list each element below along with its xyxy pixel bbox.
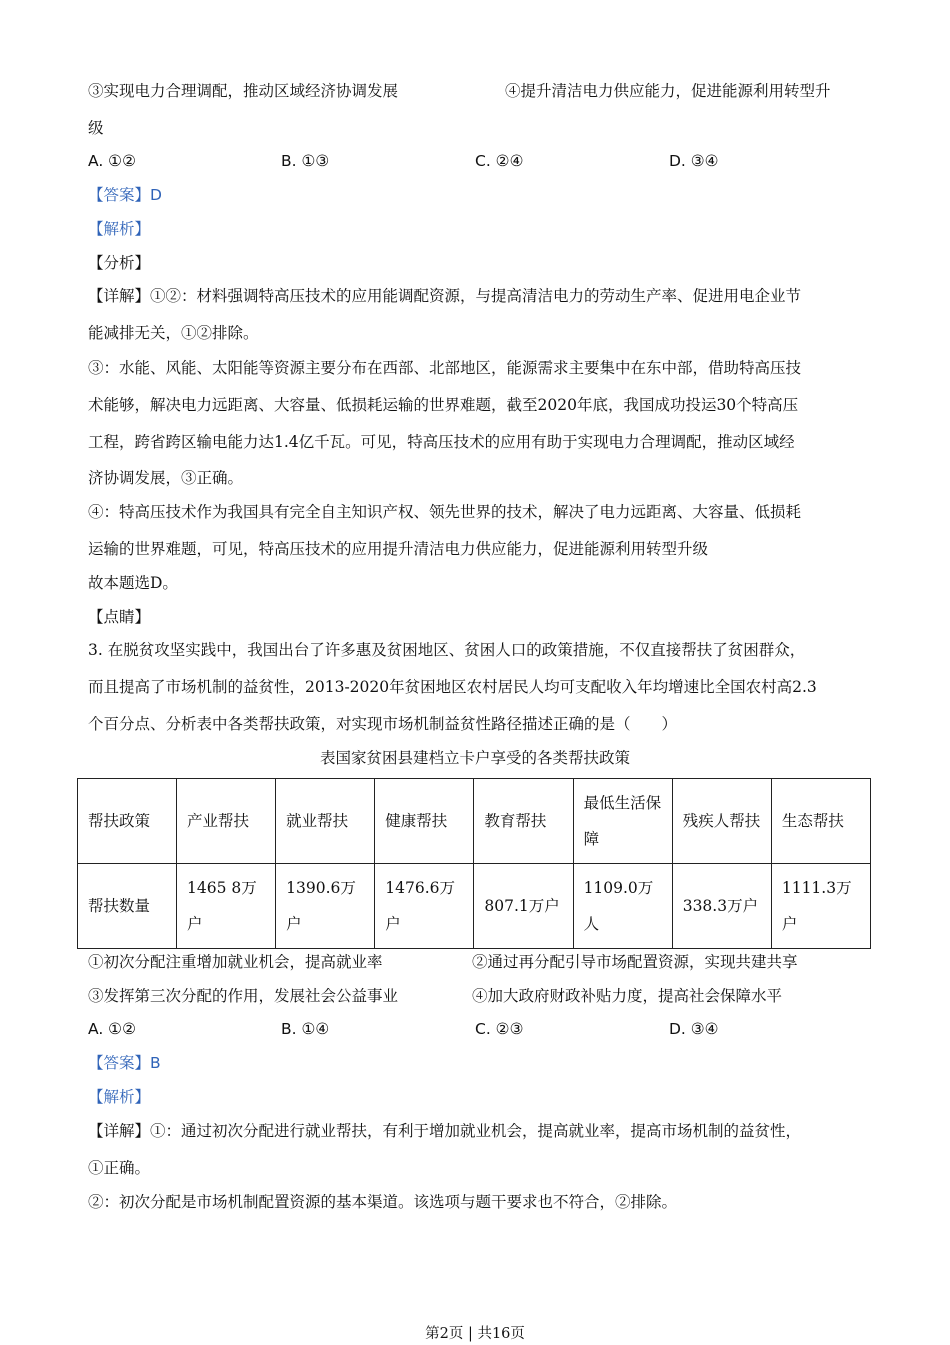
q2-choice-b: B. ①③ [281,152,330,170]
table-header-cell: 健康帮扶 [375,779,474,864]
table-row [78,864,871,949]
q3-choice-b: B. ①④ [281,1020,330,1038]
table-cell: 1109.0万人 [573,864,672,949]
q2-detail-2-cont-3: 济协调发展，③正确。 [88,469,244,487]
q2-option-3: ③实现电力合理调配，推动区域经济协调发展 [88,82,399,100]
q2-detail-1-cont: 能减排无关，①②排除。 [88,324,259,342]
q3-option-3: ③发挥第三次分配的作用，发展社会公益事业 [88,987,399,1005]
table-cell: 1111.3万户 [771,864,870,949]
table-header-cell: 教育帮扶 [474,779,573,864]
table-header-cell: 帮扶政策 [78,779,177,864]
q2-detail-2-cont-1: 术能够，解决电力远距离、大容量、低损耗运输的世界难题，截至2020年底，我国成功投运30个特高压 [88,396,799,414]
q3-analysis-label: 【解析】 [88,1088,151,1106]
table-cell: 1465 8万户 [177,864,276,949]
q3-option-2: ②通过再分配引导市场配置资源，实现共建共享 [472,953,798,971]
table-header-cell: 产业帮扶 [177,779,276,864]
q2-analysis-label: 【解析】 [88,220,151,238]
q2-answer: 【答案】D [88,186,162,204]
q2-dianjing-label: 【点睛】 [88,608,151,626]
q3-detail-2: ②：初次分配是市场机制配置资源的基本渠道。该选项与题干要求也不符合，②排除。 [88,1193,678,1211]
table-cell: 1476.6万户 [375,864,474,949]
q2-detail-1: 【详解】①②：材料强调特高压技术的应用能调配资源，与提高清洁电力的劳动生产率、促进用电企业节 [88,287,802,305]
table-header-cell: 最低生活保障 [573,779,672,864]
table-title: 表国家贫困县建档立卡户享受的各类帮扶政策 [319,749,630,767]
q3-choice-a: A. ①② [88,1020,136,1038]
q2-detail-2-cont-2: 工程，跨省跨区输电能力达1.4亿千瓦。可见，特高压技术的应用有助于实现电力合理调配，推动区域经 [88,433,795,451]
q2-option-4: ④提升清洁电力供应能力，促进能源利用转型升 [505,82,831,100]
q2-choice-a: A. ①② [88,152,136,170]
q3-stem: 3. 在脱贫攻坚实践中，我国出台了许多惠及贫困地区、贫困人口的政策措施，不仅直接帮扶了贫困群众， [88,641,806,659]
q3-choice-c: C. ②③ [475,1020,524,1038]
q2-option-4-cont: 级 [88,119,104,137]
table-header-cell: 生态帮扶 [771,779,870,864]
q2-choice-d: D. ③④ [669,152,719,170]
q3-answer: 【答案】B [88,1054,161,1072]
q3-stem-cont-2: 个百分点、分析表中各类帮扶政策，对实现市场机制益贫性路径描述正确的是（ ） [88,715,678,733]
q3-stem-cont-1: 而且提高了市场机制的益贫性，2013-2020年贫困地区农村居民人均可支配收入年均增速比全国农村高2.3 [88,678,817,696]
policy-table [77,778,871,949]
q3-detail-1: 【详解】①：通过初次分配进行就业帮扶，有利于增加就业机会，提高就业率，提高市场机制的益贫性， [88,1122,802,1140]
q2-detail-3-cont: 运输的世界难题，可见，特高压技术的应用提升清洁电力供应能力，促进能源利用转型升级 [88,540,709,558]
q3-choice-d: D. ③④ [669,1020,719,1038]
table-cell: 帮扶数量 [78,864,177,949]
q3-option-4: ④加大政府财政补贴力度，提高社会保障水平 [472,987,783,1005]
table-header-row [78,779,871,864]
q2-conclusion: 故本题选D。 [88,574,178,592]
page-footer: 第2页 | 共16页 [425,1326,525,1342]
table-cell: 338.3万户 [672,864,771,949]
q3-option-1: ①初次分配注重增加就业机会，提高就业率 [88,953,383,971]
q2-fenxi-label: 【分析】 [88,254,151,272]
table-cell: 1390.6万户 [276,864,375,949]
q2-choice-c: C. ②④ [475,152,524,170]
q2-detail-3: ④：特高压技术作为我国具有完全自主知识产权、领先世界的技术，解决了电力远距离、大容量、低损耗 [88,503,802,521]
table-header-cell: 残疾人帮扶 [672,779,771,864]
q3-detail-1-cont: ①正确。 [88,1159,151,1177]
q2-detail-2: ③：水能、风能、太阳能等资源主要分布在西部、北部地区，能源需求主要集中在东中部，借助特高压技 [88,359,802,377]
table-header-cell: 就业帮扶 [276,779,375,864]
table-cell: 807.1万户 [474,864,573,949]
